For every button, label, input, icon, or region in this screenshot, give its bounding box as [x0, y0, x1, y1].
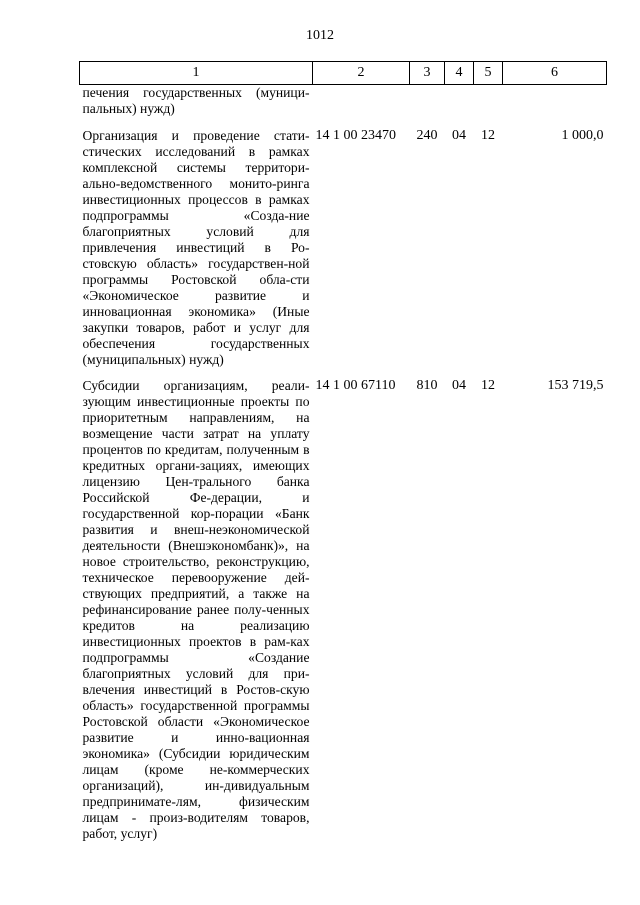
- table-header-row: [80, 62, 607, 85]
- column-header-4: 4: [445, 62, 474, 85]
- row-pr: [474, 85, 503, 129]
- column-header-6: 6: [503, 62, 607, 85]
- row-rz: 04: [452, 378, 466, 393]
- row-amount: 153 719,5: [547, 378, 604, 393]
- row-vr: 810: [416, 378, 438, 393]
- table-row: [80, 128, 607, 378]
- row-amount: 1 000,0: [561, 128, 604, 143]
- row-code: 14 1 00 67110: [315, 378, 396, 393]
- budget-table: [79, 61, 607, 852]
- row-pr: 12: [481, 128, 495, 143]
- column-header-1: 1: [80, 62, 313, 85]
- row-code: 14 1 00 23470: [315, 128, 396, 143]
- page-number: 1012: [306, 28, 334, 43]
- table-row: [80, 378, 607, 852]
- table-row: [80, 85, 607, 129]
- row-amount: [503, 85, 607, 129]
- row-vr: [410, 85, 445, 129]
- row-code: [313, 85, 410, 129]
- column-header-3: 3: [410, 62, 445, 85]
- row-description: Организация и проведение стати-стических исследований в рамках комплексной системы территори-ально-ведомственного монито-ринга инвестиционных процессов в рамках подпрограммы «Созда-ние благоприятных условий для привлечения инвестиций в Ро-стовскую область» государствен-ной программы Ростовской обла-сти «Экономическое развитие и инновационная экономика» (Иные закупки товаров, работ и услуг для обеспечения государственных (муниципальных) нужд): [82, 128, 310, 367]
- row-pr: 12: [481, 378, 495, 393]
- row-rz: [445, 85, 474, 129]
- column-header-2: 2: [313, 62, 410, 85]
- row-vr: 240: [416, 128, 438, 143]
- row-rz: 04: [452, 128, 466, 143]
- row-description: Субсидии организациям, реали-зующим инвестиционные проекты по приоритетным направлениям, на возмещение части затрат на уплату процентов по кредитам, полученным в кредитных органи-зациях, имеющих лицензию Цен-трального банка Российской Фе-дерации, и государственной кор-порации «Банк развития и внеш-неэкономической деятельности (Внешэкономбанк)», на новое строительство, реконструкцию, техническое перевооружение дей-ствующих предприятий, а также на рефинансирование ранее полу-ченных кредитов на реализацию инвестиционных проектов в рам-ках подпрограммы «Создание благоприятных условий для при-влечения инвестиций в Ростов-скую область» государственной программы Ростовской области «Экономическое развитие и инно-вационная экономика» (Субсидии юридическим лицам (кроме не-коммерческих организаций), ин-дивидуальным предпринимате-лям, физическим лицам - произ-водителям товаров, работ, услуг): [82, 378, 310, 841]
- column-header-5: 5: [474, 62, 503, 85]
- row-description: печения государственных (муници-пальных) нужд): [82, 85, 310, 116]
